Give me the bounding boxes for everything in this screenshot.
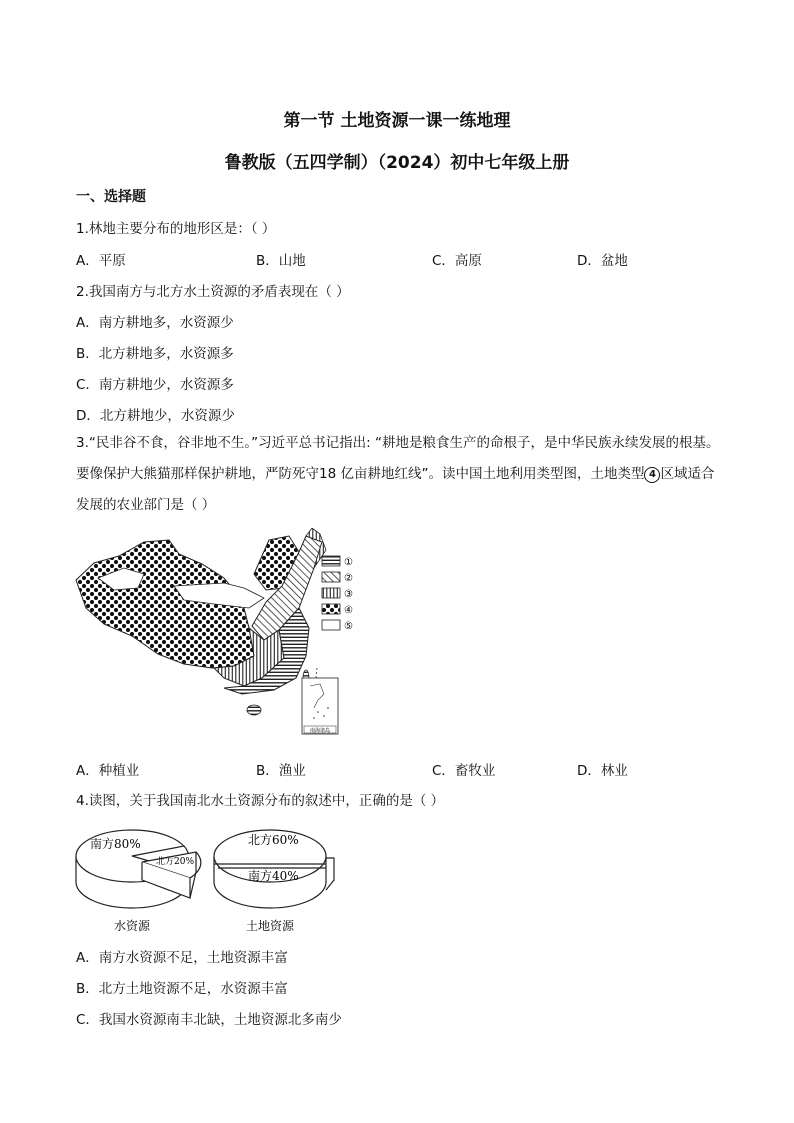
q2-option-a[interactable]: A．南方耕地多，水资源少 <box>76 315 234 331</box>
land-south-label: 南方40% <box>248 869 299 883</box>
q3-option-c[interactable]: C．畜牧业 <box>432 763 496 779</box>
q1-option-b[interactable]: B．山地 <box>256 253 306 269</box>
q3-stem <box>76 428 726 521</box>
land-resources-pie <box>214 830 334 933</box>
water-resources-pie <box>76 830 201 933</box>
q4-option-c[interactable]: C．我国水资源南丰北缺，土地资源北多南少 <box>76 1012 342 1028</box>
document-title: 第一节 土地资源一课一练地理 <box>283 111 511 131</box>
legend-label-2: ② <box>344 573 353 584</box>
q1-option-a[interactable]: A．平原 <box>76 253 126 269</box>
china-land-use-map <box>74 528 364 736</box>
q4-option-a[interactable]: A．南方水资源不足，土地资源丰富 <box>76 950 288 966</box>
water-south-label: 南方80% <box>90 837 141 851</box>
document-subtitle: 鲁教版（五四学制）（2024）初中七年级上册 <box>224 153 570 173</box>
legend-label-4: ④ <box>344 605 353 616</box>
water-north-label: 北方20% <box>156 857 195 867</box>
q1-option-d[interactable]: D．盆地 <box>577 253 628 269</box>
section-heading: 一、选择题 <box>76 189 146 205</box>
water-caption: 水资源 <box>113 919 151 933</box>
q1-option-c[interactable]: C．高原 <box>432 253 482 269</box>
inset-label: 南海诸岛 <box>309 728 331 734</box>
q3-option-a[interactable]: A．种植业 <box>76 763 140 779</box>
q3-text-before: 3.“民非谷不食，谷非地不生。”习近平总书记指出: “耕地是粮食生产的命根子，是中华民族永续发展的根基。要像保护大熊猫那样保护耕地，严防死守18 亿亩耕地红线”。读中国土地利用类型图，土地类型 <box>76 435 720 482</box>
q2-stem: 2.我国南方与北方水土资源的矛盾表现在（ ） <box>76 284 350 300</box>
q4-stem: 4.读图，关于我国南北水土资源分布的叙述中，正确的是（ ） <box>76 793 445 809</box>
q4-option-b[interactable]: B．北方土地资源不足，水资源丰富 <box>76 981 288 997</box>
map-legend <box>322 556 353 632</box>
land-caption: 土地资源 <box>245 919 295 933</box>
q2-option-c[interactable]: C．南方耕地少，水资源多 <box>76 377 234 393</box>
legend-label-5: ⑤ <box>344 621 353 632</box>
q2-option-d[interactable]: D．北方耕地少，水资源少 <box>76 408 235 424</box>
legend-label-1: ① <box>344 557 353 568</box>
q3-option-d[interactable]: D．林业 <box>577 763 628 779</box>
water-land-pie-charts <box>72 818 342 936</box>
q3-text-after: 区域适合发展的农业部门是（ ） <box>76 466 715 513</box>
land-north-label: 北方60% <box>248 833 299 847</box>
q1-stem: 1.林地主要分布的地形区是：（ ） <box>76 221 276 237</box>
q3-circled-number: 4 <box>644 467 660 483</box>
q3-option-b[interactable]: B．渔业 <box>256 763 306 779</box>
q2-option-b[interactable]: B．北方耕地多，水资源多 <box>76 346 234 362</box>
legend-label-3: ③ <box>344 589 353 600</box>
south-china-sea-inset <box>302 678 338 734</box>
